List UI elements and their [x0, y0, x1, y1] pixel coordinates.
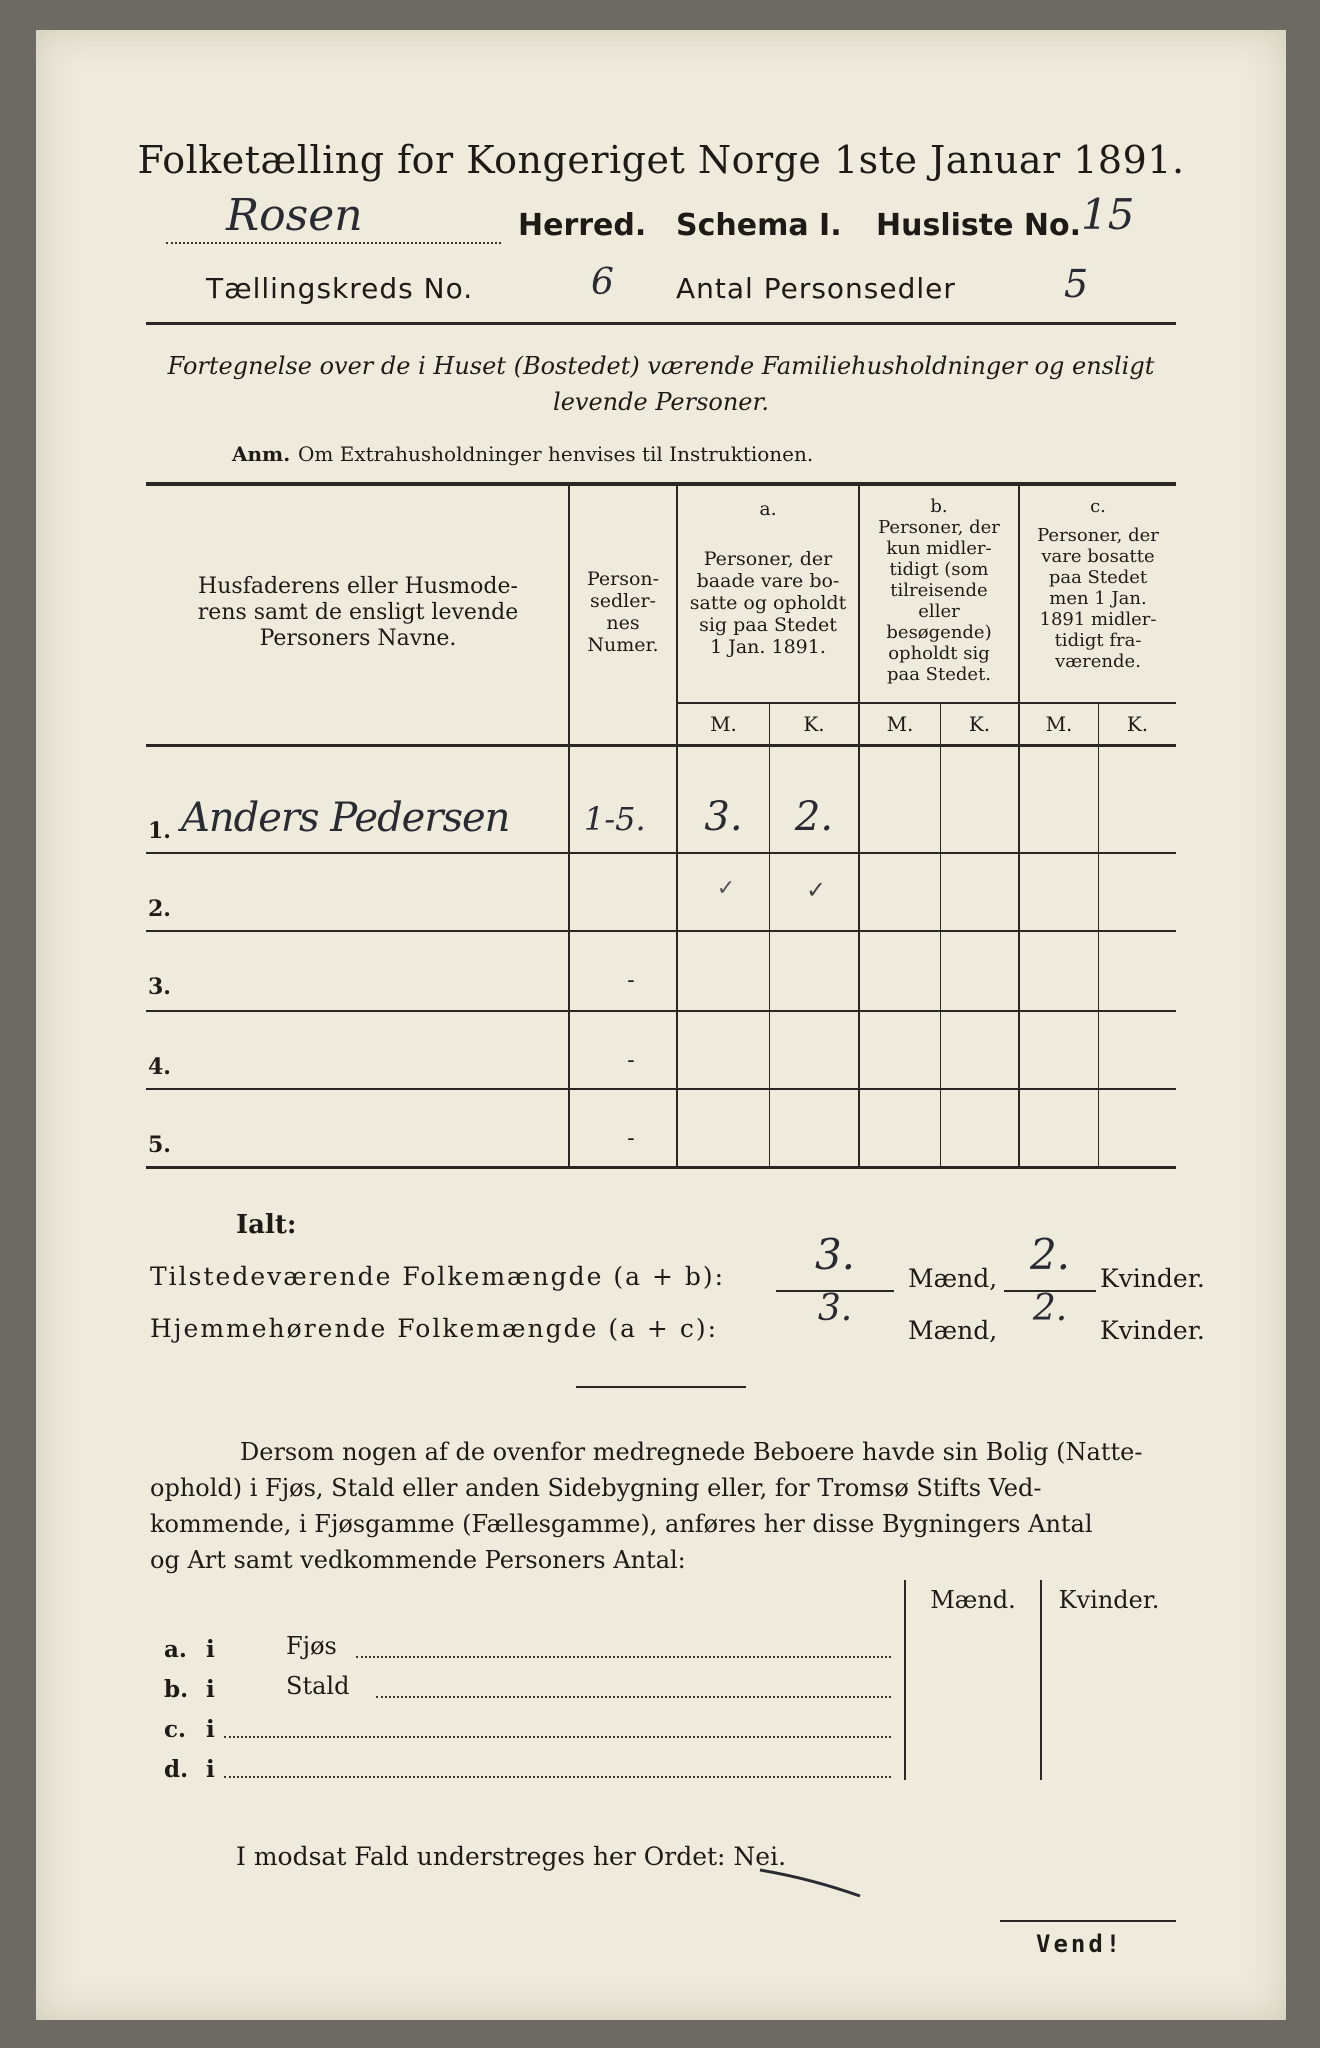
antal-label: Antal Personsedler: [676, 272, 956, 305]
column-c-header: c. Personer, der vare bosatte paa Stedet men 1 Jan. 1891 midler- tidigt fra- værende.: [1037, 496, 1159, 672]
table-bottom-rule: [146, 1166, 1176, 1169]
outbuilding-paragraph: Dersom nogen af de ovenfor medregnede Beboere havde sin Bolig (Natte- ophold) i Fjøs, Stald eller anden Sidebygning eller, for Tromsø Stifts Ved- kommende, i Fjøsgamme (Fællesgamme), anføres her disse Bygningers Antal og Art samt vedkommende Personers Antal:: [150, 1438, 1143, 1574]
b-mk-divider: [940, 704, 941, 1168]
vend-rule: [1000, 1920, 1176, 1922]
number-column-header: Person- sedler- nes Numer.: [586, 568, 660, 656]
anm-label: Anm.: [232, 442, 291, 466]
lower-row-b-i: i: [206, 1676, 215, 1703]
hjemme-maend-label: Mænd,: [908, 1316, 998, 1345]
row-1-sedler-num: 1-5.: [584, 800, 646, 838]
row-2-rule: [146, 930, 1176, 932]
row-1-rule: [146, 852, 1176, 854]
antal-value: 5: [1064, 262, 1089, 306]
c-m-label: M.: [1045, 712, 1073, 736]
kreds-value: 6: [591, 262, 614, 303]
form-title: Folketælling for Kongeriget Norge 1ste Januar 1891.: [137, 138, 1185, 182]
row-2-number: 2.: [148, 896, 171, 922]
hjemme-label: Hjemmehørende Folkemængde (a + c):: [150, 1314, 718, 1343]
lower-row-a-dots: [356, 1656, 891, 1658]
lower-row-c-dots: [224, 1736, 891, 1738]
lower-row-b-dots: [376, 1696, 891, 1698]
section-divider: [576, 1386, 746, 1388]
tilstede-kvinder-label: Kvinder.: [1100, 1264, 1205, 1293]
herred-value: Rosen: [226, 190, 363, 241]
tilstede-maend-label: Mænd,: [908, 1264, 998, 1293]
lower-row-b-letter: b.: [164, 1676, 189, 1703]
column-b-header: b. Personer, der kun midler- tidigt (som tilreisende eller besøgende) opholdt sig paa Stedet.: [878, 496, 1000, 685]
handwritten-underline-mark: [756, 1862, 866, 1902]
names-column-header: Husfaderens eller Husmode- rens samt de ensligt levende Personers Navne.: [197, 574, 519, 651]
lower-row-a-i: i: [206, 1636, 215, 1663]
a-mk-divider: [769, 704, 770, 1168]
tilstede-label: Tilstedeværende Folkemængde (a + b):: [150, 1262, 726, 1291]
mk-header-rule: [676, 702, 1176, 704]
row-1-a-k: 2.: [794, 794, 834, 840]
row-5-sedler-num: -: [627, 1126, 635, 1151]
lower-row-d-i: i: [206, 1756, 215, 1783]
herred-label: Herred.: [518, 208, 647, 243]
husliste-label: Husliste No.: [876, 208, 1081, 243]
table-header-bottom-rule: [146, 744, 1176, 747]
a-k-label: K.: [803, 712, 825, 736]
row-4-number: 4.: [148, 1054, 171, 1080]
row-4-rule: [146, 1088, 1176, 1090]
row-1-number: 1.: [148, 818, 171, 844]
c-mk-divider: [1098, 704, 1099, 1168]
hjemme-kvinder-label: Kvinder.: [1100, 1316, 1205, 1345]
row-3-number: 3.: [148, 974, 171, 1000]
row-2-a-k-tick: ✓: [805, 876, 827, 904]
b-k-label: K.: [968, 712, 991, 736]
a-m-label: M.: [710, 712, 737, 736]
intro-line-1: Fortegnelse over de i Huset (Bostedet) værende Familiehusholdninger og ensligt: [167, 352, 1155, 380]
hjemme-m-value: 3.: [817, 1288, 853, 1329]
intro-line-2: levende Personer.: [553, 388, 769, 416]
row-5-number: 5.: [148, 1132, 171, 1158]
hjemme-k-value: 2.: [1032, 1288, 1068, 1329]
c-k-label: K.: [1126, 712, 1149, 736]
husliste-value: 15: [1081, 190, 1135, 239]
row-3-sedler-num: -: [627, 968, 635, 993]
vend-label: Vend!: [1036, 1930, 1124, 1958]
lower-row-a-letter: a.: [164, 1636, 187, 1663]
schema-label: Schema I.: [676, 208, 842, 243]
lower-kvinder-header: Kvinder.: [1058, 1586, 1160, 1614]
column-a-header: a. Personer, der baade vare bo- satte og opholdt sig paa Stedet 1 Jan. 1891.: [689, 498, 847, 658]
row-3-rule: [146, 1010, 1176, 1012]
ialt-label: Ialt:: [236, 1210, 297, 1240]
nei-instruction: I modsat Fald understreges her Ordet: Nei.: [236, 1842, 787, 1871]
row-4-sedler-num: -: [627, 1048, 635, 1073]
lower-maend-header: Mænd.: [930, 1586, 1016, 1614]
kreds-label: Tællingskreds No.: [206, 272, 474, 305]
tilstede-m-value: 3.: [814, 1230, 856, 1279]
table-top-rule: [146, 482, 1176, 486]
header-rule: [146, 322, 1176, 325]
lower-row-d-letter: d.: [164, 1756, 189, 1783]
anm-text: Om Extrahusholdninger henvises til Instruktionen.: [298, 442, 814, 466]
row-2-a-m-tick: ✓: [716, 876, 736, 901]
lower-row-a-fjos: Fjøs: [286, 1632, 337, 1660]
lower-row-d-dots: [224, 1776, 891, 1778]
lower-row-c-letter: c.: [164, 1716, 187, 1743]
census-form-sheet: [36, 30, 1286, 2020]
lower-row-c-i: i: [206, 1716, 215, 1743]
tilstede-k-value: 2.: [1029, 1230, 1071, 1279]
lower-row-b-stald: Stald: [286, 1672, 350, 1700]
b-m-label: M.: [886, 712, 914, 736]
row-1-a-m: 3.: [704, 794, 743, 840]
row-1-name: Anders Pedersen: [181, 795, 510, 841]
